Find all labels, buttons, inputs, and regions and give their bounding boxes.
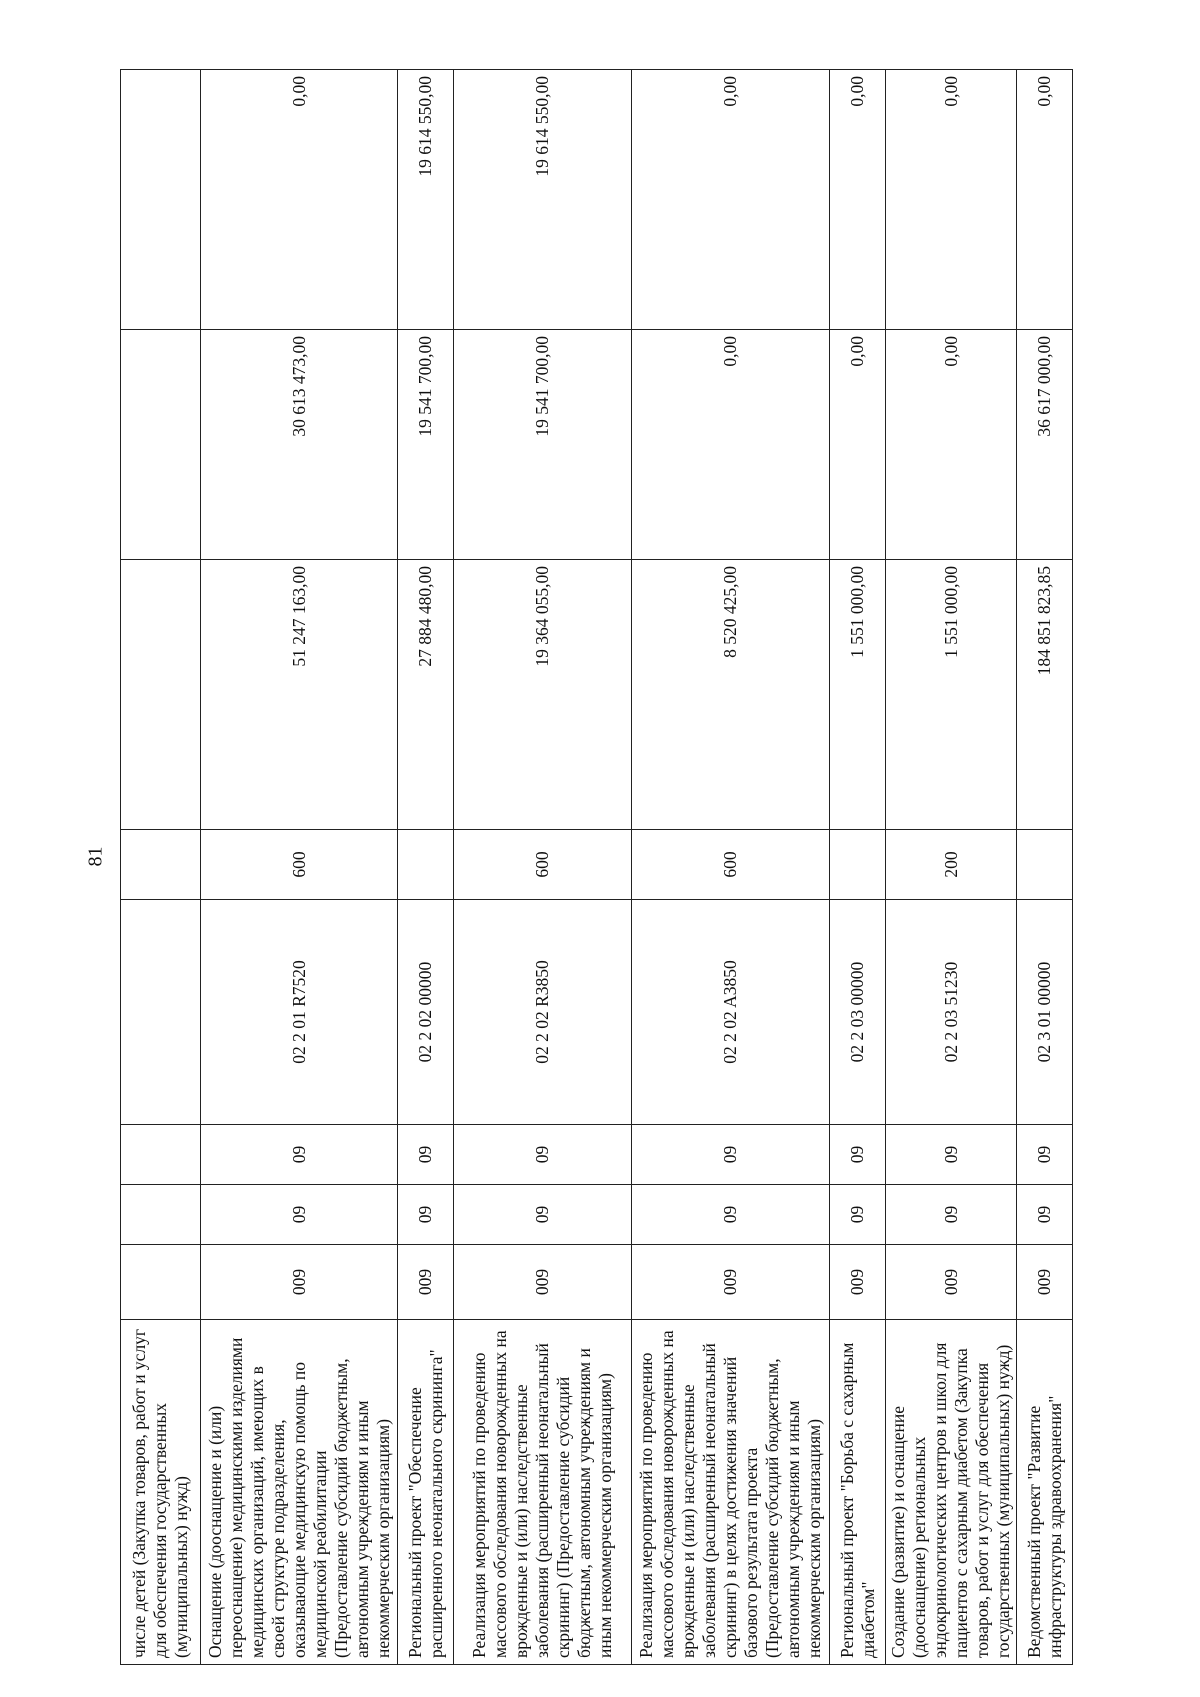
row-admin-code: 009	[398, 1245, 454, 1320]
row-section: 09	[632, 1185, 830, 1245]
row-subsection: 09	[830, 1125, 886, 1185]
row-sum-year-2: 0,00	[632, 330, 830, 560]
row-subsection: 09	[1017, 1125, 1073, 1185]
row-section: 09	[830, 1185, 886, 1245]
row-sum-year-1: 27 884 480,00	[398, 560, 454, 830]
row-admin-code: 009	[830, 1245, 886, 1320]
row-admin-code: 009	[886, 1245, 1017, 1320]
row-expense-type	[121, 830, 201, 900]
page-number: 81	[84, 846, 107, 867]
row-sum-year-3: 0,00	[886, 70, 1017, 330]
row-sum-year-3: 0,00	[1017, 70, 1073, 330]
table-row	[830, 70, 886, 1665]
table-row	[886, 70, 1017, 1665]
row-section: 09	[454, 1185, 632, 1245]
row-sum-year-1: 8 520 425,00	[632, 560, 830, 830]
row-section: 09	[201, 1185, 398, 1245]
budget-table-body	[121, 70, 1073, 1665]
row-sum-year-1: 51 247 163,00	[201, 560, 398, 830]
row-admin-code: 009	[632, 1245, 830, 1320]
row-target-article: 02 2 02 00000	[398, 900, 454, 1125]
row-section: 09	[398, 1185, 454, 1245]
row-expense-type	[830, 830, 886, 900]
table-row	[1017, 70, 1073, 1665]
row-target-article: 02 2 03 00000	[830, 900, 886, 1125]
table-row	[454, 70, 632, 1665]
row-expense-type: 600	[454, 830, 632, 900]
row-target-article	[121, 900, 201, 1125]
row-sum-year-3: 19 614 550,00	[398, 70, 454, 330]
row-sum-year-3: 0,00	[201, 70, 398, 330]
row-sum-year-2: 36 617 000,00	[1017, 330, 1073, 560]
row-expense-type: 600	[201, 830, 398, 900]
row-name: Реализация мероприятий по проведению массового обследования новорожденных на врожденные и (или) наследственные заболевания (расширенный неонатальный скрининг) в целях достижения значений базового результата проекта (Предоставление субсидий бюджетным, автономным учреждениям и иным некоммерческим организациям)	[632, 1320, 830, 1665]
row-subsection: 09	[201, 1125, 398, 1185]
row-sum-year-2: 0,00	[830, 330, 886, 560]
row-sum-year-1: 1 551 000,00	[886, 560, 1017, 830]
row-target-article: 02 3 01 00000	[1017, 900, 1073, 1125]
row-expense-type	[1017, 830, 1073, 900]
row-sum-year-2: 19 541 700,00	[454, 330, 632, 560]
row-name: Оснащение (дооснащение и (или) переоснащение) медицинскими изделиями медицинских организаций, имеющих в своей структуре подразделения, оказывающие медицинскую помощь по медицинской реабилитации (Предоставление субсидий бюджетным, автономным учреждениям и иным некоммерческим организациям)	[201, 1320, 398, 1665]
row-target-article: 02 2 01 R7520	[201, 900, 398, 1125]
row-expense-type	[398, 830, 454, 900]
row-name: числе детей (Закупка товаров, работ и услуг для обеспечения государственных (муниципальных) нужд)	[121, 1320, 201, 1665]
row-admin-code: 009	[1017, 1245, 1073, 1320]
row-sum-year-1: 1 551 000,00	[830, 560, 886, 830]
row-sum-year-1: 19 364 055,00	[454, 560, 632, 830]
row-sum-year-2: 0,00	[886, 330, 1017, 560]
row-name: Реализация мероприятий по проведению массового обследования новорожденных на врожденные и (или) наследственные заболевания (расширенный неонатальный скрининг) (Предоставление субсидий бюджетным, автономным учреждениям и иным некоммерческим организациям)	[454, 1320, 632, 1665]
row-subsection: 09	[632, 1125, 830, 1185]
table-row	[121, 70, 201, 1665]
row-sum-year-2	[121, 330, 201, 560]
row-name: Ведомственный проект "Развитие инфраструктуры здравоохранения"	[1017, 1320, 1073, 1665]
table-row	[398, 70, 454, 1665]
row-sum-year-3: 0,00	[830, 70, 886, 330]
row-name: Региональный проект "Обеспечение расширенного неонатального скрининга"	[398, 1320, 454, 1665]
row-sum-year-1	[121, 560, 201, 830]
row-sum-year-1: 184 851 823,85	[1017, 560, 1073, 830]
table-row	[201, 70, 398, 1665]
table-row	[632, 70, 830, 1665]
row-expense-type: 200	[886, 830, 1017, 900]
row-subsection: 09	[886, 1125, 1017, 1185]
row-admin-code: 009	[454, 1245, 632, 1320]
row-target-article: 02 2 02 R3850	[454, 900, 632, 1125]
row-section: 09	[1017, 1185, 1073, 1245]
row-subsection: 09	[454, 1125, 632, 1185]
row-name: Создание (развитие) и оснащение (дооснащение) региональных эндокринологических центров и школ для пациентов с сахарным диабетом (Закупка товаров, работ и услуг для обеспечения государственных (муниципальных) нужд)	[886, 1320, 1017, 1665]
row-sum-year-2: 30 613 473,00	[201, 330, 398, 560]
row-sum-year-3	[121, 70, 201, 330]
row-name: Региональный проект "Борьба с сахарным диабетом"	[830, 1320, 886, 1665]
row-admin-code	[121, 1245, 201, 1320]
row-section	[121, 1185, 201, 1245]
row-target-article: 02 2 03 51230	[886, 900, 1017, 1125]
row-admin-code: 009	[201, 1245, 398, 1320]
rotated-table-container	[120, 70, 1100, 1665]
row-subsection: 09	[398, 1125, 454, 1185]
row-sum-year-3: 0,00	[632, 70, 830, 330]
budget-table	[120, 69, 1073, 1665]
row-sum-year-3: 19 614 550,00	[454, 70, 632, 330]
row-subsection	[121, 1125, 201, 1185]
row-section: 09	[886, 1185, 1017, 1245]
row-sum-year-2: 19 541 700,00	[398, 330, 454, 560]
row-expense-type: 600	[632, 830, 830, 900]
row-target-article: 02 2 02 A3850	[632, 900, 830, 1125]
rotated-page-content	[120, 70, 1100, 1665]
